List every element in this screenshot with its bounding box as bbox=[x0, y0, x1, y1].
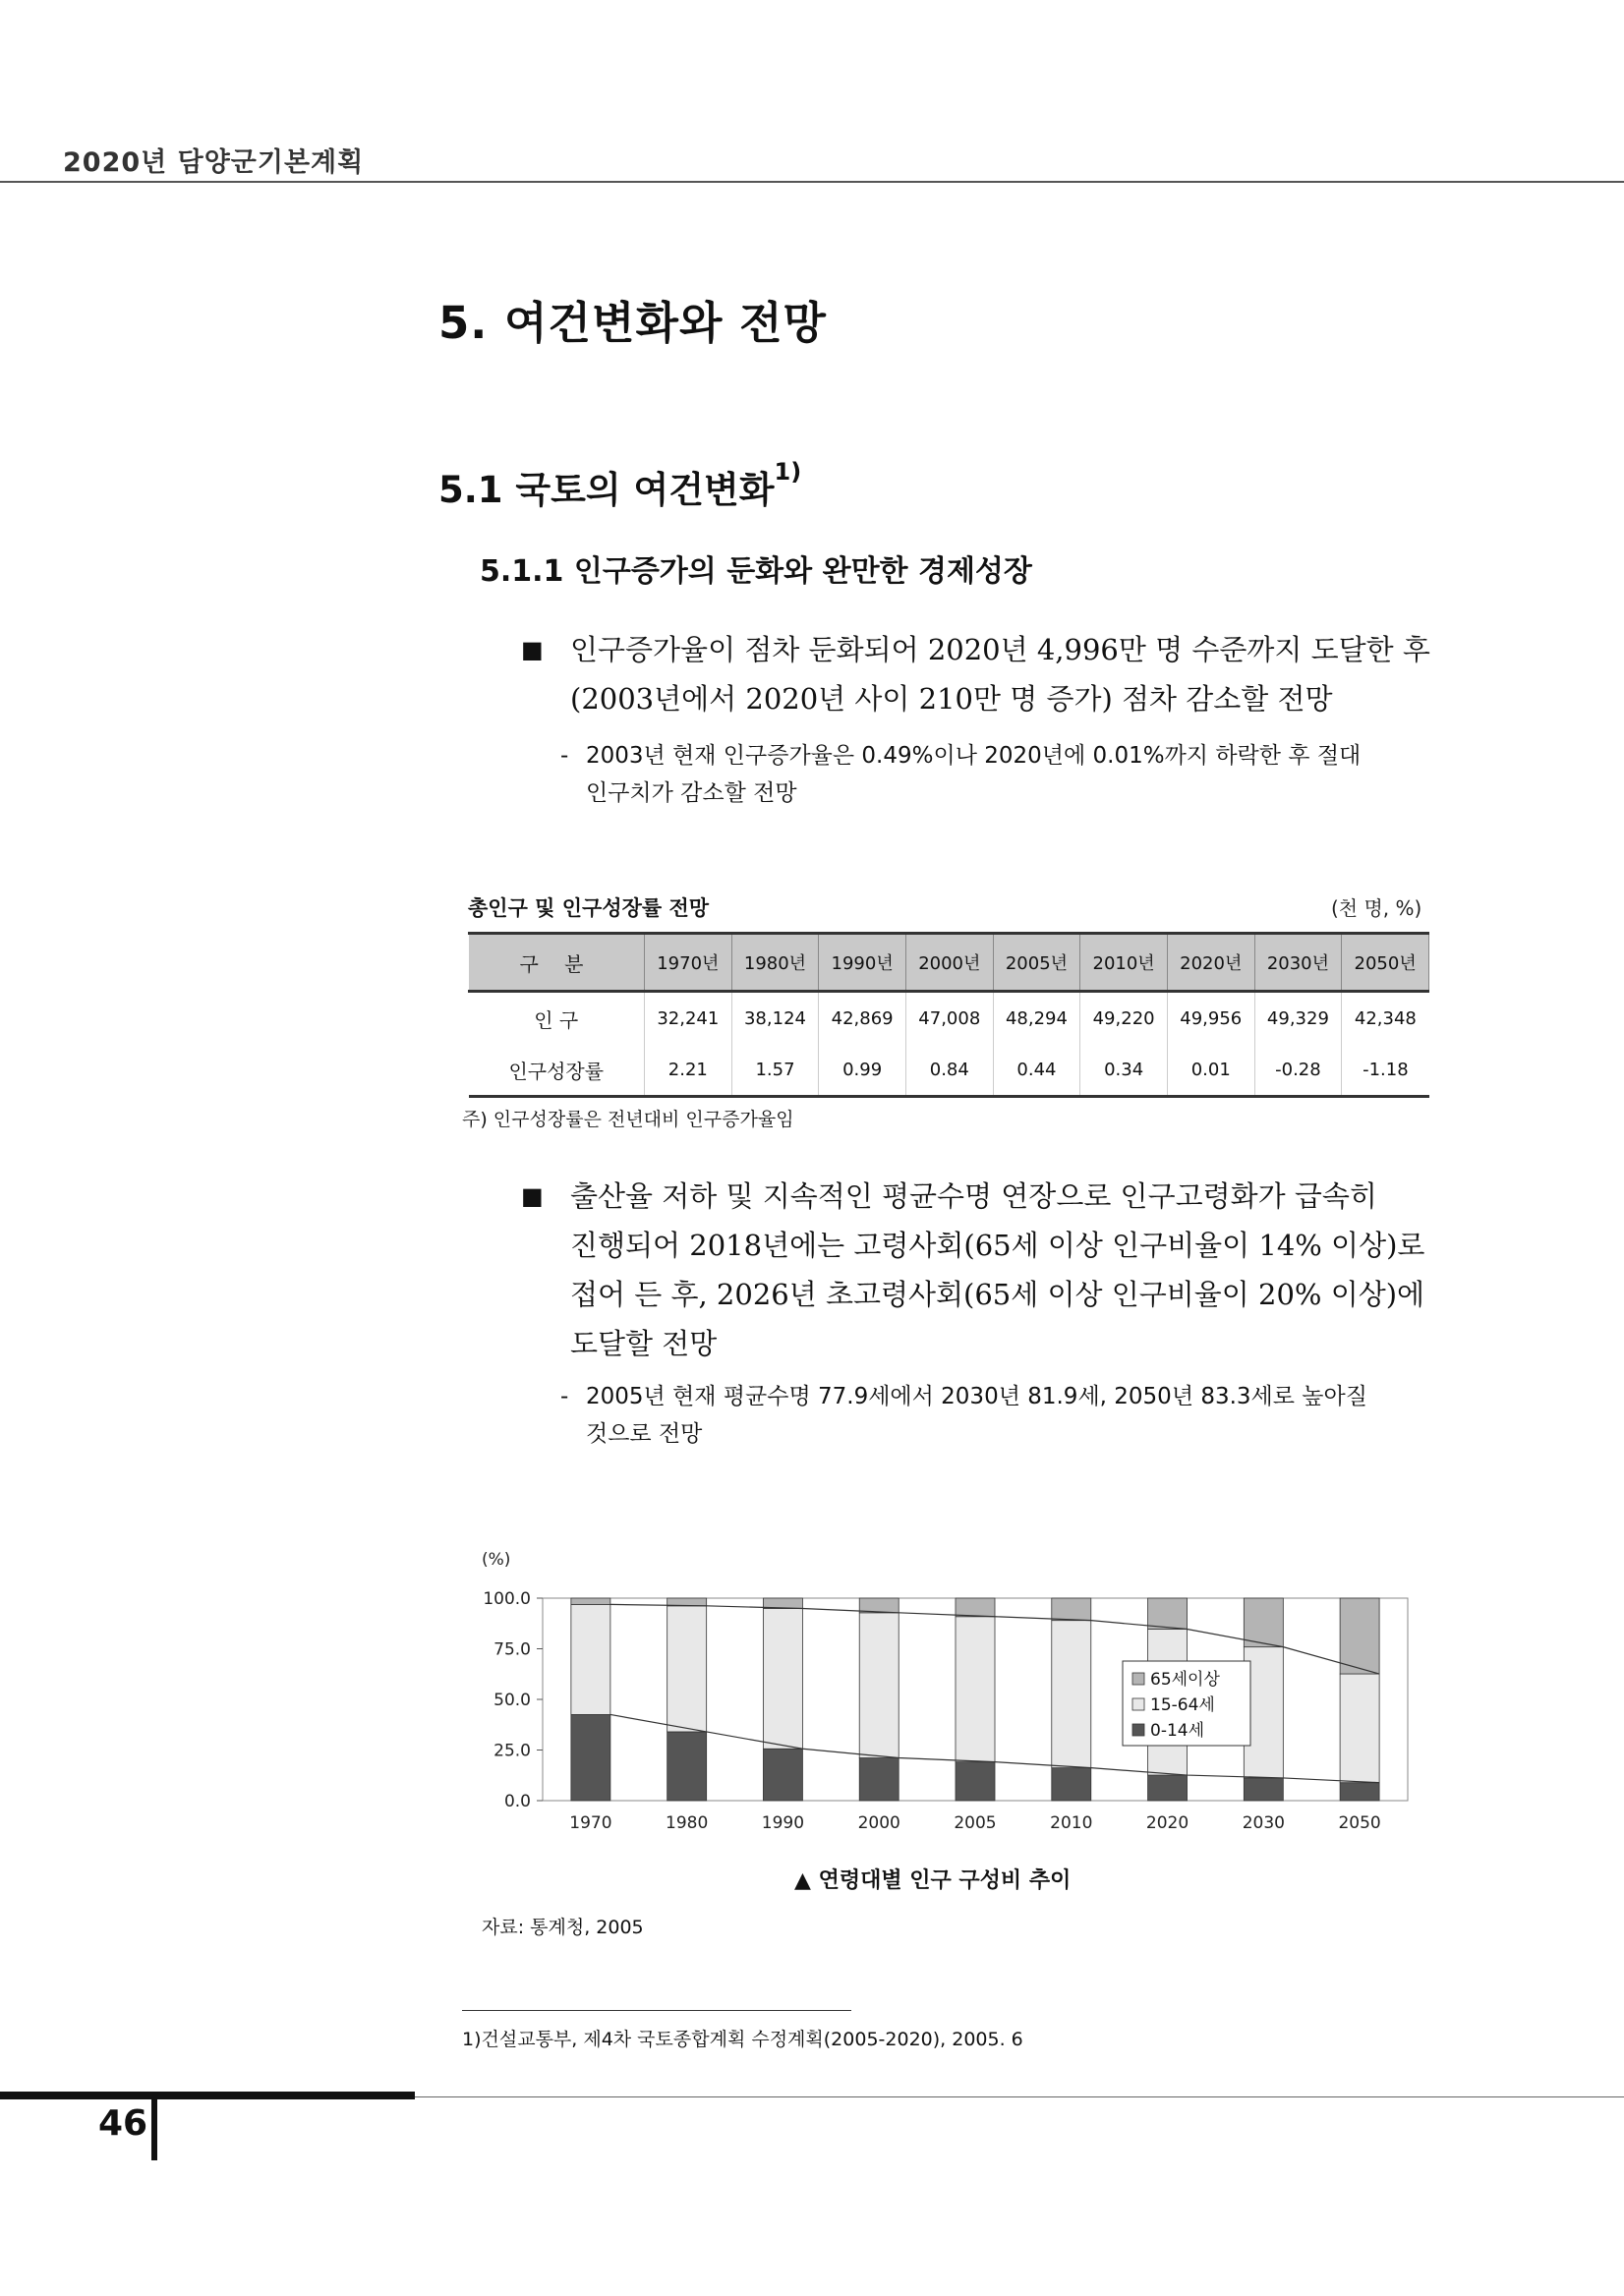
bar-segment-age-15-64 bbox=[667, 1606, 707, 1732]
table-unit: (천 명, %) bbox=[1331, 896, 1422, 920]
sub-item-2 bbox=[560, 1378, 1430, 1457]
x-tick-label: 2050 bbox=[1338, 1813, 1381, 1833]
bar-segment-age-15-64 bbox=[571, 1604, 610, 1714]
square-bullet-icon: ■ bbox=[521, 636, 544, 663]
page-number-bar bbox=[151, 2099, 157, 2160]
table-cell: 0.99 bbox=[819, 1044, 906, 1097]
legend-swatch bbox=[1132, 1698, 1144, 1710]
bar-segment-age-65-plus bbox=[956, 1598, 995, 1617]
table-cell: 1.57 bbox=[731, 1044, 819, 1097]
table-cell: 2.21 bbox=[645, 1044, 732, 1097]
legend-swatch bbox=[1132, 1673, 1144, 1685]
subsection-heading: 5.1.1 인구증가의 둔화와 완만한 경제성장 bbox=[480, 554, 1032, 589]
table-row bbox=[469, 992, 1429, 1045]
footnote-rule bbox=[462, 2010, 851, 2011]
bar-segment-age-15-64 bbox=[859, 1613, 899, 1758]
bar-segment-age-0-14 bbox=[571, 1714, 610, 1801]
table-cell: 49,956 bbox=[1167, 992, 1254, 1045]
age-structure-chart bbox=[462, 1541, 1435, 1856]
footnote: 1)건설교통부, 제4차 국토종합계획 수정계획(2005-2020), 2005. 6 bbox=[462, 2029, 1023, 2050]
sub-item-1 bbox=[560, 737, 1430, 816]
table-header-cell: 2005년 bbox=[993, 934, 1080, 992]
legend-swatch bbox=[1132, 1724, 1144, 1736]
table-header-row bbox=[469, 934, 1429, 992]
chapter-heading: 5. 여건변화와 전망 bbox=[438, 297, 828, 349]
sub-item-text: 2003년 현재 인구증가율은 0.49%이나 2020년에 0.01%까지 하락한 후 절대 인구치가 감소할 전망 bbox=[586, 743, 1362, 806]
page-number: 46 bbox=[98, 2103, 148, 2144]
table-cell: 인구성장률 bbox=[469, 1044, 645, 1097]
bar-segment-age-65-plus bbox=[859, 1598, 899, 1613]
table-cell: 47,008 bbox=[905, 992, 993, 1045]
dash-marker: - bbox=[560, 1384, 569, 1409]
section-heading bbox=[438, 460, 801, 513]
y-tick-label: 0.0 bbox=[503, 1792, 531, 1811]
footer-thin-rule bbox=[415, 2096, 1624, 2097]
bar-segment-age-65-plus bbox=[763, 1598, 802, 1609]
table-header-cell: 1990년 bbox=[819, 934, 906, 992]
bar-segment-age-65-plus bbox=[1052, 1598, 1091, 1621]
table-cell: 인 구 bbox=[534, 1007, 579, 1032]
table-cell: 0.34 bbox=[1080, 1044, 1168, 1097]
footer-thick-rule bbox=[0, 2092, 415, 2099]
x-tick-label: 2020 bbox=[1145, 1813, 1189, 1833]
bar-segment-age-15-64 bbox=[763, 1609, 802, 1750]
bar-segment-age-0-14 bbox=[763, 1749, 802, 1801]
x-tick-label: 1970 bbox=[569, 1813, 612, 1833]
x-tick-label: 2000 bbox=[857, 1813, 900, 1833]
x-tick-label: 1980 bbox=[666, 1813, 709, 1833]
bullet-text: 출산율 저하 및 지속적인 평균수명 연장으로 인구고령화가 급속히 진행되어 2018년에는 고령사회(65세 이상 인구비율이 14% 이상)로 접어 든 후, 2026년 초고령사회(65세 이상 인구비율이 20% 이상)에 도달할 전망 bbox=[570, 1179, 1425, 1360]
bar-segment-age-65-plus bbox=[667, 1598, 707, 1606]
table-cell: 32,241 bbox=[645, 992, 732, 1045]
bar-segment-age-0-14 bbox=[1052, 1768, 1091, 1801]
bullet-item-2 bbox=[521, 1172, 1430, 1368]
table-header-cell: 1970년 bbox=[645, 934, 732, 992]
bar-segment-age-0-14 bbox=[956, 1762, 995, 1801]
square-bullet-icon: ■ bbox=[521, 1182, 544, 1210]
y-tick-label: 50.0 bbox=[493, 1691, 531, 1710]
x-tick-label: 2010 bbox=[1050, 1813, 1093, 1833]
table-cell: 0.01 bbox=[1167, 1044, 1254, 1097]
table-header-cell: 2030년 bbox=[1254, 934, 1342, 992]
table-header-cell: 구 분 bbox=[469, 934, 645, 992]
x-tick-label: 2005 bbox=[954, 1813, 997, 1833]
table-cell: 48,294 bbox=[993, 992, 1080, 1045]
bar-segment-age-15-64 bbox=[956, 1617, 995, 1762]
table-cell: 0.44 bbox=[993, 1044, 1080, 1097]
table-cell: -1.18 bbox=[1342, 1044, 1429, 1097]
table-note: 주) 인구성장률은 전년대비 인구증가율임 bbox=[462, 1109, 794, 1130]
table-cell: 49,220 bbox=[1080, 992, 1168, 1045]
x-tick-label: 2030 bbox=[1242, 1813, 1285, 1833]
y-tick-label: 75.0 bbox=[493, 1639, 531, 1660]
table-header-cell: 2000년 bbox=[905, 934, 993, 992]
x-tick-label: 1990 bbox=[761, 1813, 805, 1833]
table-title: 총인구 및 인구성장률 전망 bbox=[468, 896, 710, 920]
table-header-cell: 1980년 bbox=[731, 934, 819, 992]
table-cell: 49,329 bbox=[1254, 992, 1342, 1045]
chart-svg bbox=[462, 1541, 1435, 1856]
source-note: 자료: 통계청, 2005 bbox=[482, 1917, 644, 1938]
table-row bbox=[469, 1044, 1429, 1097]
y-axis-label: (%) bbox=[482, 1550, 511, 1570]
table-cell: -0.28 bbox=[1254, 1044, 1342, 1097]
running-head: 2020년 담양군기본계획 bbox=[63, 147, 365, 178]
bar-segment-age-0-14 bbox=[667, 1732, 707, 1801]
bullet-item-1 bbox=[521, 625, 1430, 723]
bar-segment-age-65-plus bbox=[1244, 1598, 1283, 1647]
table-header-cell: 2050년 bbox=[1342, 934, 1429, 992]
dash-marker: - bbox=[560, 743, 569, 769]
bar-segment-age-65-plus bbox=[1340, 1598, 1379, 1674]
population-table bbox=[468, 932, 1429, 1098]
footnote-mark: 1) bbox=[774, 458, 802, 486]
table-cell: 42,869 bbox=[819, 992, 906, 1045]
bullet-text: 인구증가율이 점차 둔화되어 2020년 4,996만 명 수준까지 도달한 후 (2003년에서 2020년 사이 210만 명 증가) 점차 감소할 전망 bbox=[570, 633, 1430, 716]
bar-segment-age-0-14 bbox=[1244, 1778, 1283, 1801]
table-cell: 42,348 bbox=[1342, 992, 1429, 1045]
legend-label: 0-14세 bbox=[1150, 1721, 1205, 1741]
bar-segment-age-0-14 bbox=[1340, 1783, 1379, 1801]
sub-item-text: 2005년 현재 평균수명 77.9세에서 2030년 81.9세, 2050년 83.3세로 높아질 것으로 전망 bbox=[586, 1384, 1367, 1447]
bar-segment-age-15-64 bbox=[1340, 1674, 1379, 1783]
bar-segment-age-0-14 bbox=[859, 1758, 899, 1801]
header-rule bbox=[0, 181, 1624, 183]
legend-label: 15-64세 bbox=[1150, 1695, 1215, 1715]
table-header-cell: 2010년 bbox=[1080, 934, 1168, 992]
table-cell: 0.84 bbox=[905, 1044, 993, 1097]
bar-segment-age-65-plus bbox=[1148, 1598, 1188, 1630]
y-tick-label: 25.0 bbox=[493, 1741, 531, 1761]
bar-segment-age-0-14 bbox=[1148, 1775, 1188, 1801]
legend-label: 65세이상 bbox=[1150, 1670, 1220, 1690]
bar-segment-age-15-64 bbox=[1052, 1621, 1091, 1768]
y-tick-label: 100.0 bbox=[483, 1589, 531, 1609]
bar-segment-age-65-plus bbox=[571, 1598, 610, 1604]
table-cell: 38,124 bbox=[731, 992, 819, 1045]
section-heading-text: 5.1 국토의 여건변화 bbox=[438, 469, 775, 511]
chart-caption: ▲ 연령대별 인구 구성비 추이 bbox=[794, 1868, 1072, 1893]
table-header-cell: 2020년 bbox=[1167, 934, 1254, 992]
